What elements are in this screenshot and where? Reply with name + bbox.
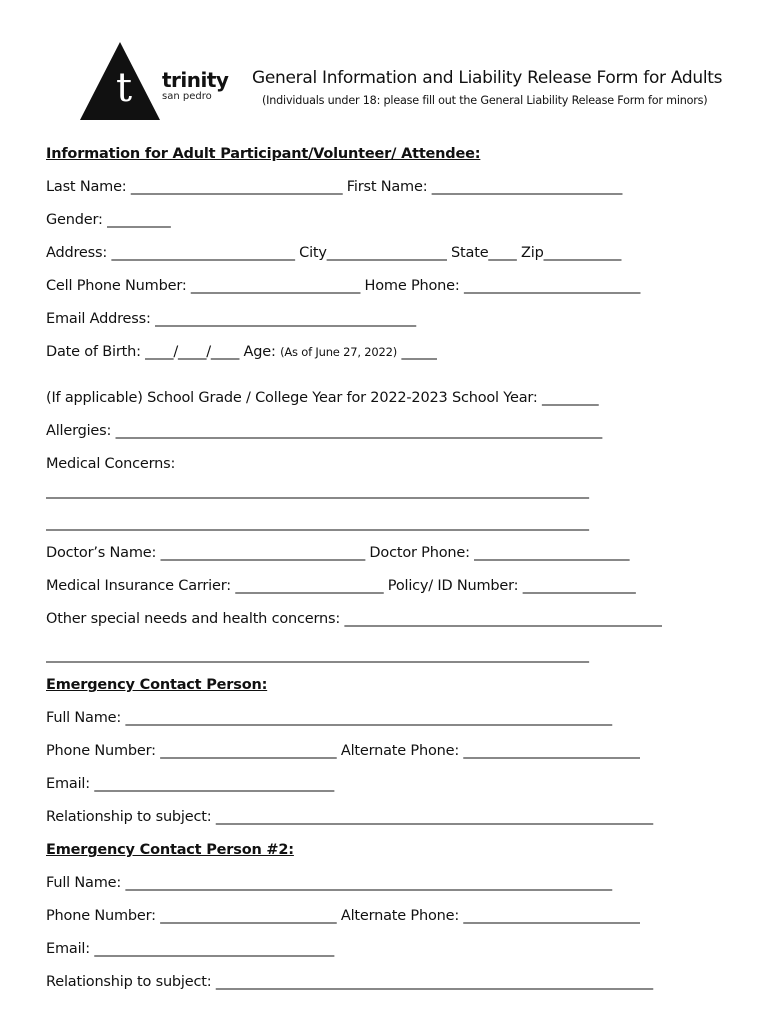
- contact1-relationship-field[interactable]: Relationship to subject: ______________________________________________________________: [46, 809, 653, 825]
- school-grade-field[interactable]: (If applicable) School Grade / College Year for 2022-2023 School Year: ________: [46, 390, 599, 406]
- contact2-full-name-field[interactable]: Full Name: _____________________________________________________________________: [46, 875, 612, 891]
- email-field[interactable]: Email Address: _____________________________________: [46, 311, 416, 327]
- contact1-email-field[interactable]: Email: __________________________________: [46, 776, 335, 792]
- emergency-contact-2-heading: Emergency Contact Person #2:: [46, 842, 294, 858]
- gender-field[interactable]: Gender: _________: [46, 212, 171, 228]
- form-title: General Information and Liability Release Form for Adults: [252, 68, 723, 88]
- contact2-email-field[interactable]: Email: __________________________________: [46, 941, 335, 957]
- participant-section-heading: Information for Adult Participant/Volunteer/ Attendee:: [46, 146, 481, 162]
- form-subtitle: (Individuals under 18: please fill out the General Liability Release Form for minors): [262, 94, 708, 107]
- contact1-phone-field[interactable]: Phone Number: _________________________ Alternate Phone: _________________________: [46, 743, 640, 759]
- age-as-of-note: (As of June 27, 2022): [280, 345, 398, 359]
- contact1-full-name-field[interactable]: Full Name: _____________________________________________________________________: [46, 710, 612, 726]
- dob-label: Date of Birth: ____/____/____ Age:: [46, 344, 281, 360]
- medical-concerns-line-2[interactable]: _____________________________________________________________________________: [46, 515, 589, 531]
- medical-concerns-label: Medical Concerns:: [46, 456, 176, 472]
- logo-subname: san pedro: [162, 91, 212, 102]
- special-needs-line[interactable]: _____________________________________________________________________________: [46, 647, 589, 663]
- trinity-logo: [80, 42, 230, 122]
- name-field[interactable]: Last Name: ______________________________ First Name: ___________________________: [46, 179, 623, 195]
- address-field[interactable]: Address: __________________________ City_________________ State____ Zip___________: [46, 245, 622, 261]
- phone-fields[interactable]: Cell Phone Number: ________________________ Home Phone: _________________________: [46, 278, 641, 294]
- allergies-field[interactable]: Allergies: _____________________________________________________________________: [46, 423, 603, 439]
- special-needs-field[interactable]: Other special needs and health concerns: _____________________________________________: [46, 611, 662, 627]
- medical-concerns-line-1[interactable]: _____________________________________________________________________________: [46, 483, 589, 499]
- insurance-field[interactable]: Medical Insurance Carrier: _____________________ Policy/ ID Number: ________________: [46, 578, 636, 594]
- doctor-field[interactable]: Doctor’s Name: _____________________________ Doctor Phone: ______________________: [46, 545, 630, 561]
- dob-age-field[interactable]: [46, 343, 726, 361]
- emergency-contact-heading: Emergency Contact Person:: [46, 677, 268, 693]
- age-blank: _____: [397, 344, 437, 360]
- contact2-phone-field[interactable]: Phone Number: _________________________ Alternate Phone: _________________________: [46, 908, 640, 924]
- logo-letter: t: [116, 65, 133, 111]
- contact2-relationship-field[interactable]: Relationship to subject: ______________________________________________________________: [46, 974, 653, 990]
- logo-name: trinity: [162, 68, 229, 92]
